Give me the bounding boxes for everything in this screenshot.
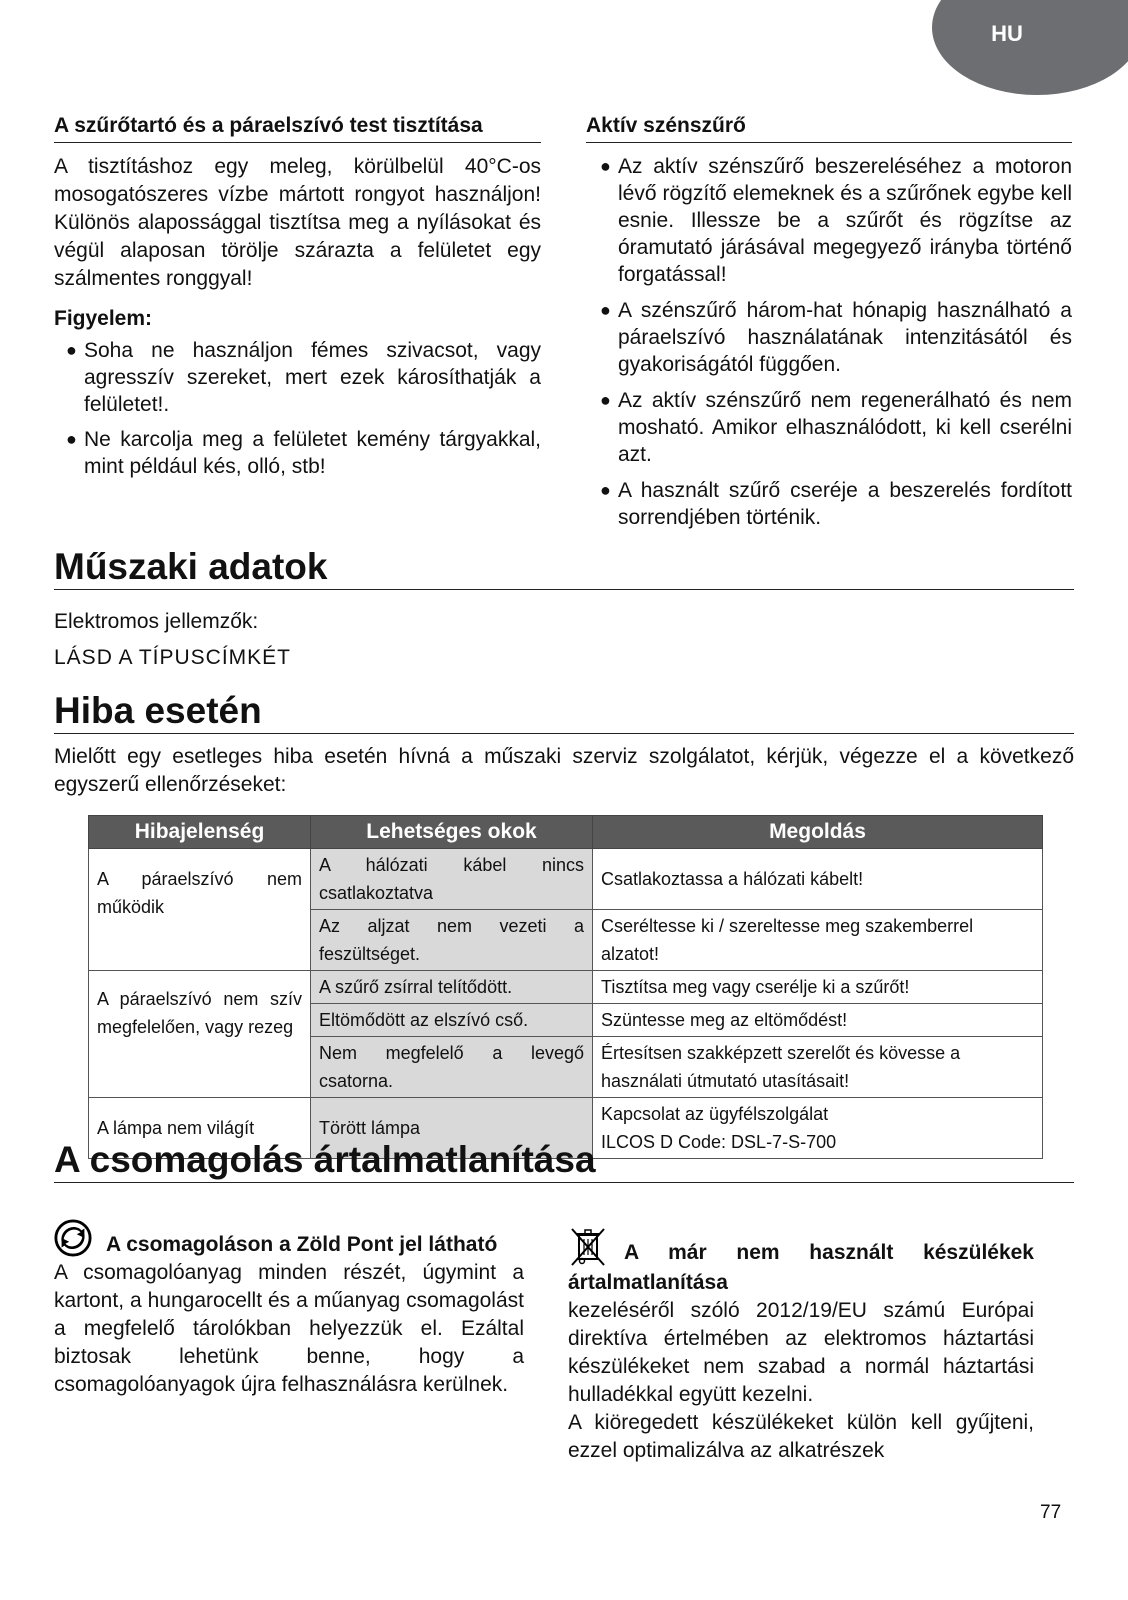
solution-cell: Csatlakoztassa a hálózati kábelt! xyxy=(593,849,1043,910)
fault-heading: Hiba esetén xyxy=(54,689,1074,734)
bullet-icon: ● xyxy=(66,429,77,449)
attention-title: Figyelem: xyxy=(54,307,153,330)
solution-line: ILCOS D Code: DSL-7-S-700 xyxy=(601,1132,837,1152)
cause-cell: Az aljzat nem vezeti a feszültséget. xyxy=(311,910,593,971)
table-header-row xyxy=(89,816,1043,849)
cause-cell: Törött lámpa xyxy=(311,1098,593,1159)
bullet-icon: ● xyxy=(600,480,611,500)
bullet-icon: ● xyxy=(66,340,77,360)
list-item: ● Ne karcolja meg a felületet kemény tárgyakkal, mint például kés, olló, stb! xyxy=(66,428,541,478)
packaging-heading: A csomagolás ártalmatlanítása xyxy=(54,1138,1074,1183)
crossed-bin-icon xyxy=(568,1225,608,1269)
table-row xyxy=(89,849,1043,910)
green-dot-heading: A csomagoláson a Zöld Pont jel látható xyxy=(54,1219,524,1259)
cleaning-heading: A szűrőtartó és a páraelszívó test tisztítása xyxy=(54,112,541,143)
bullet-icon: ● xyxy=(600,156,611,176)
green-dot-paragraph: A csomagolóanyag minden részét, úgymint a kartont, a hungarocellt és a műanyag csomagolást a megfelelő tárolókban helyezzük el. Ezáltal biztosak lehetünk benne, hogy a csomagolóanyagok újra felhasználásra kerülnek. xyxy=(54,1261,524,1396)
carbon-filter-section xyxy=(586,112,1072,540)
tech-heading: Műszaki adatok xyxy=(54,545,1074,590)
cause-cell: Nem megfelelő a levegő csatorna. xyxy=(311,1037,593,1098)
solution-cell: Szüntesse meg az eltömődést! xyxy=(593,1004,1043,1037)
cause-cell: A hálózati kábel nincs csatlakoztatva xyxy=(311,849,593,910)
table-row xyxy=(89,971,1043,1004)
tech-line-1: Elektromos jellemzők: xyxy=(54,610,259,633)
solution-cell: Tisztítsa meg vagy cserélje ki a szűrőt! xyxy=(593,971,1043,1004)
cleaning-paragraph: A tisztításhoz egy meleg, körülbelül 40°C-os mosogatószeres vízbe mártott rongyot használjon! Különös alapossággal tisztítsa meg a nyílásokat és végül alaposan törölje szárazta a felületet egy szálmentes ronggyal! xyxy=(54,155,541,290)
attention-list xyxy=(54,337,541,480)
tech-line-2: LÁSD A TÍPUSCÍMKÉT xyxy=(54,646,292,669)
cleaning-section xyxy=(54,112,541,488)
list-item: ● Az aktív szénszűrő beszereléséhez a motoron lévő rögzítő elemeknek és a szűrőnek egybe kell esnie. Illessze be a szűrőt és rögzítse az óramutató járásával megegyező irányba történő forgatással! xyxy=(600,155,1072,286)
solution-cell: Értesítsen szakképzett szerelőt és kövesse a használati útmutató utasításait! xyxy=(593,1037,1043,1098)
troubleshooting-table xyxy=(88,815,1043,1159)
solution-line: Kapcsolat az ügyfélszolgálat xyxy=(601,1104,829,1124)
list-item: ● Soha ne használjon fémes szivacsot, vagy agresszív szereket, mert ezek károsíthatják a felületet!. xyxy=(66,339,541,416)
carbon-filter-heading: Aktív szénszűrő xyxy=(586,112,1072,143)
header-cause: Lehetséges okok xyxy=(311,816,593,849)
header-solution: Megoldás xyxy=(593,816,1043,849)
bullet-icon: ● xyxy=(600,390,611,410)
symptom-cell: A lámpa nem világít xyxy=(89,1098,311,1159)
bullet-icon: ● xyxy=(600,300,611,320)
header-symptom: Hibajelenség xyxy=(89,816,311,849)
green-dot-icon xyxy=(54,1219,92,1257)
language-code: HU xyxy=(991,21,1023,46)
list-item: ● Az aktív szénszűrő nem regenerálható és nem mosható. Amikor elhasználódott, ki kell cserélni azt. xyxy=(600,389,1072,466)
list-item: ● A használt szűrő cseréje a beszerelés fordított sorrendjében történik. xyxy=(600,479,1072,529)
cause-cell: Eltömődött az elszívó cső. xyxy=(311,1004,593,1037)
weee-heading: A már nem használt készülékek ártalmatlanítása xyxy=(568,1225,1034,1297)
carbon-filter-list xyxy=(586,153,1072,531)
cause-cell: A szűrő zsírral telítődött. xyxy=(311,971,593,1004)
weee-paragraph-1: kezeléséről szóló 2012/19/EU számú Európai direktíva értelmében az elektromos háztartási készülékeket nem szabad a normál háztartási hulladékkal együtt kezelni. xyxy=(568,1299,1034,1406)
page-number: 77 xyxy=(1040,1502,1062,1523)
symptom-cell: A páraelszívó nem működik xyxy=(89,849,311,971)
list-item: ● A szénszűrő három-hat hónapig használható a páraelszívó használatának intenzitásától és gyakoriságától függően. xyxy=(600,299,1072,376)
weee-paragraph-2: A kiöregedett készülékeket külön kell gyűjteni, ezzel optimalizálva az alkatrészek xyxy=(568,1411,1034,1462)
fault-intro: Mielőtt egy esetleges hiba esetén hívná a műszaki szerviz szolgálatot, kérjük, végezze el a következő egyszerű ellenőrzéseket: xyxy=(54,745,1074,796)
symptom-cell: A páraelszívó nem szív megfelelően, vagy rezeg xyxy=(89,971,311,1098)
language-tab xyxy=(932,0,1128,95)
green-dot-section xyxy=(54,1219,524,1399)
weee-section xyxy=(568,1225,1034,1465)
solution-cell: Cseréltesse ki / szereltesse meg szakemberrel alzatot! xyxy=(593,910,1043,971)
